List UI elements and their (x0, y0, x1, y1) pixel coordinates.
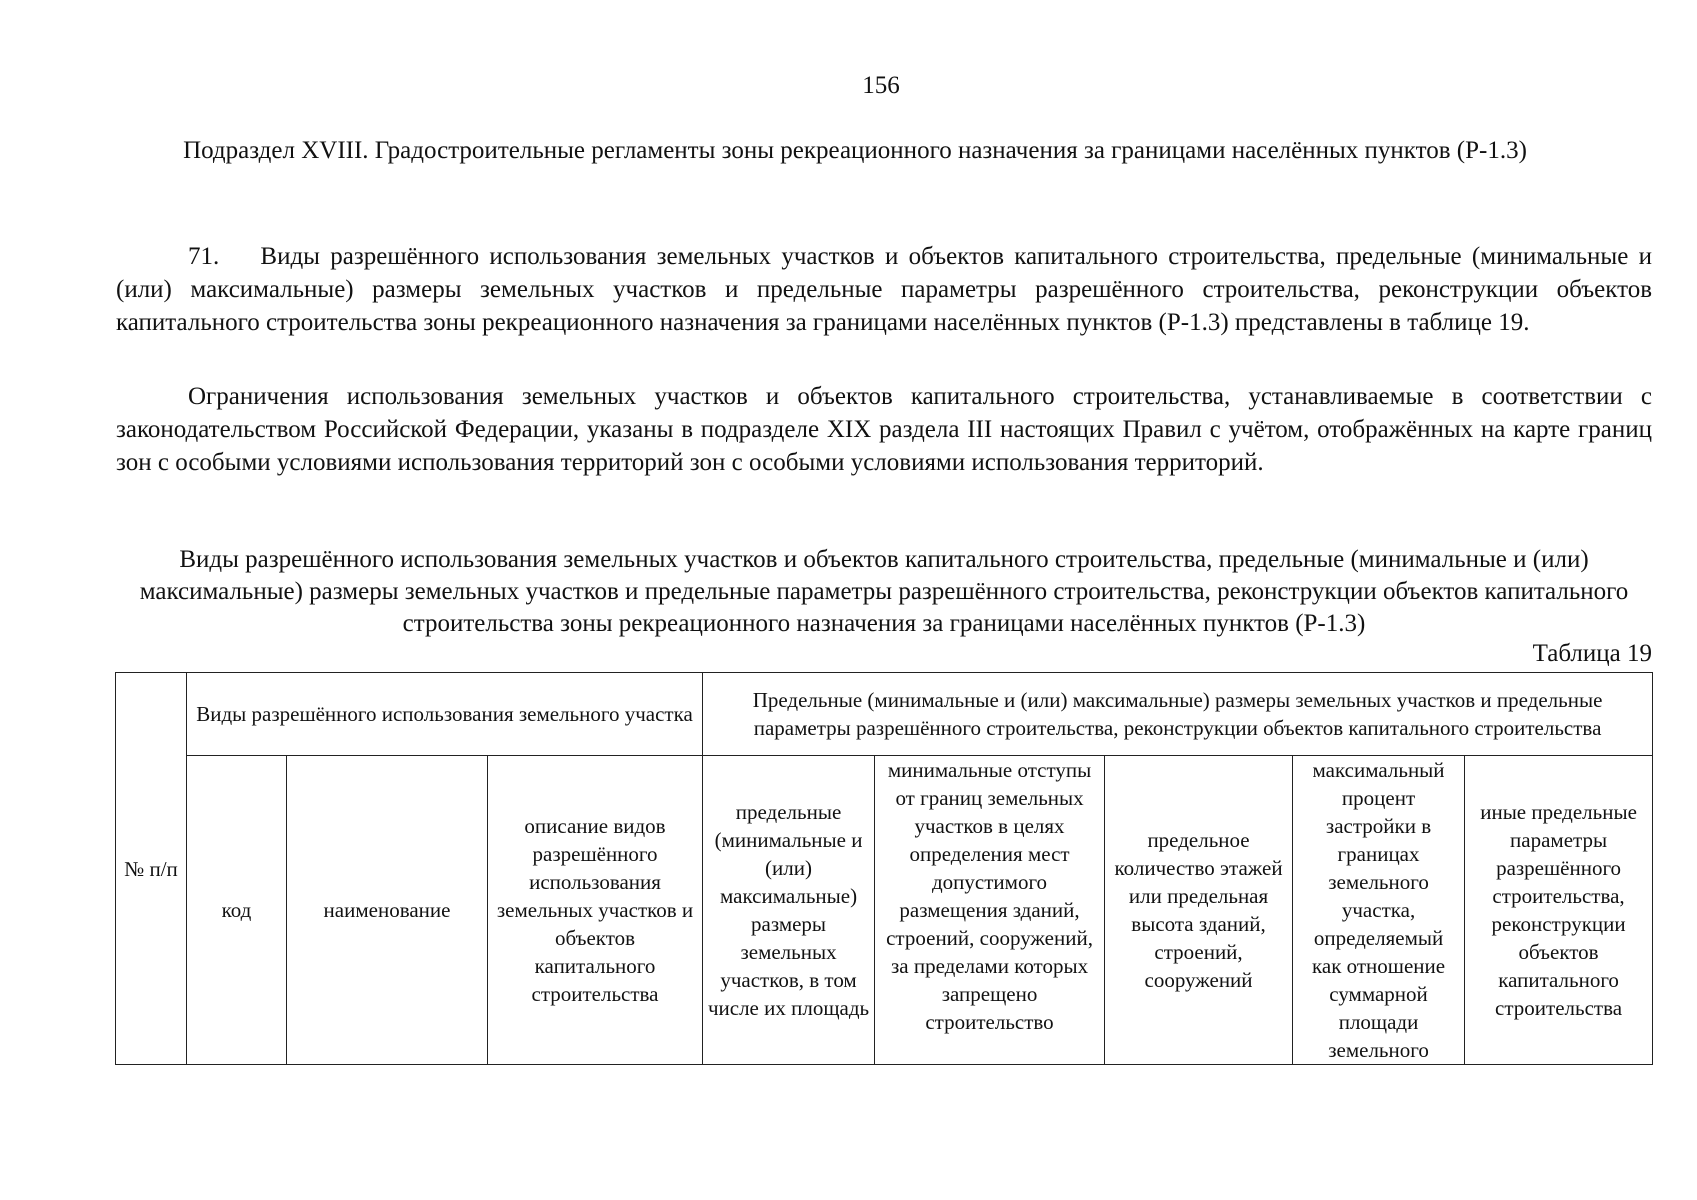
regulations-table (115, 672, 1653, 1065)
group-header-limit-parameters: Предельные (минимальные и (или) максимальные) размеры земельных участков и предельные параметры разрешённого строительства, реконструкции объектов капитального строительства (703, 673, 1653, 756)
group-header-permitted-uses: Виды разрешённого использования земельного участка (187, 673, 703, 756)
page-number: 156 (862, 72, 900, 99)
paragraph-restrictions: Ограничения использования земельных участков и объектов капитального строительства, устанавливаемые в соответствии с законодательством Российской Федерации, указаны в подразделе XIX раздела III настоящих Правил с учётом, отображённых на карте границ зон с особыми условиями использования территорий зон с особыми условиями использования территорий. (116, 383, 1652, 476)
column-header-name: наименование (287, 756, 488, 1065)
column-header-code: код (187, 756, 287, 1065)
column-header-floors-height: предельное количество этажей или предельная высота зданий, строений, сооружений (1105, 756, 1293, 1065)
column-header-description: описание видов разрешённого использования земельных участков и объектов капитального строительства (488, 756, 703, 1065)
table-number: Таблица 19 (1532, 640, 1652, 667)
column-header-setbacks: минимальные отступы от границ земельных участков в целях определения мест допустимого размещения зданий, строений, сооружений, за пределами которых запрещено строительство (875, 756, 1105, 1065)
column-header-number: № п/п (116, 673, 187, 1065)
column-header-building-coverage: максимальный процент застройки в границах земельного участка, определяемый как отношение суммарной площади земельного (1293, 756, 1465, 1065)
table-caption: Виды разрешённого использования земельных участков и объектов капитального строительства, предельные (минимальные и (или) максимальные) размеры земельных участков и предельные параметры разрешённого строительства, реконструкции объектов капитального строительства зоны рекреационного назначения за границами населённых пунктов (Р-1.3) (139, 546, 1629, 637)
subsection-title: Подраздел XVIII. Градостроительные регламенты зоны рекреационного назначения за границами населённых пунктов (Р-1.3) (183, 137, 1527, 164)
column-header-plot-size: предельные (минимальные и (или) максимальные) размеры земельных участков, в том числе их площадь (703, 756, 875, 1065)
paragraph-71: 71. Виды разрешённого использования земельных участков и объектов капитального строительства, предельные (минимальные и (или) максимальные) размеры земельных участков и предельные параметры разрешённого строительства, реконструкции объектов капитального строительства зоны рекреационного назначения за границами населённых пунктов (Р-1.3) представлены в таблице 19. (116, 243, 1652, 336)
column-header-other-parameters: иные предельные параметры разрешённого строительства, реконструкции объектов капитального строительства (1465, 756, 1653, 1065)
